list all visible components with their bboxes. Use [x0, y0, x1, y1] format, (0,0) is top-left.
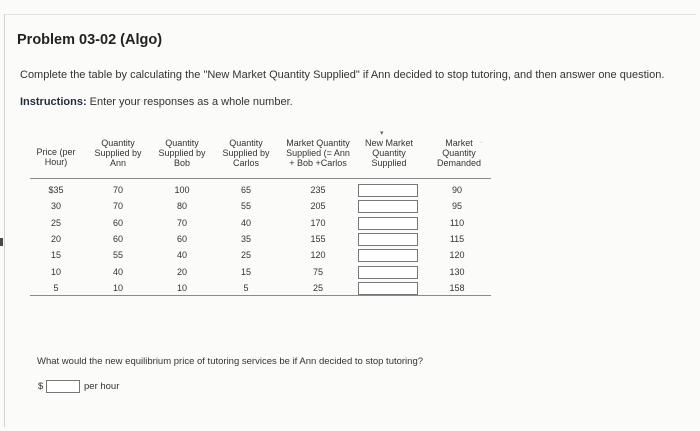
header-bob: Quantity Supplied by Bob	[158, 138, 206, 168]
new-market-supply-input[interactable]	[358, 200, 418, 213]
cell-demand: 110	[449, 217, 465, 228]
table-bottom-rule	[30, 295, 491, 296]
cell-bob: 80	[176, 201, 187, 212]
per-hour-label: per hour	[84, 381, 120, 392]
cell-market: 75	[312, 266, 323, 277]
dot-mark: ·	[480, 139, 483, 146]
cell-carlos: 55	[240, 201, 251, 212]
new-market-supply-input[interactable]	[358, 217, 418, 230]
problem-title: Problem 03-02 (Algo)	[17, 32, 163, 48]
cell-market: 170	[310, 217, 326, 228]
new-market-supply-input[interactable]	[358, 184, 418, 197]
cell-market: 235	[310, 185, 326, 195]
cell-demand: 158	[449, 282, 465, 293]
new-market-supply-input[interactable]	[358, 233, 418, 246]
cell-bob: 100	[174, 185, 190, 195]
cell-ann: 60	[112, 233, 123, 244]
question-text: What would the new equilibrium price of tutoring services be if Ann decided to stop tutoring?	[37, 356, 424, 367]
cell-carlos: 5	[243, 282, 249, 293]
cell-demand: 90	[451, 185, 462, 195]
cell-carlos: 40	[240, 217, 251, 228]
header-price: Price (per Hour)	[36, 147, 76, 167]
cell-price: 20	[50, 233, 61, 244]
cell-market: 155	[310, 233, 326, 244]
equilibrium-price-input[interactable]	[46, 380, 80, 393]
problem-intro: Complete the table by calculating the "New Market Quantity Supplied" if Ann decided to stop tutoring, and then answer one question.	[20, 69, 665, 81]
new-market-supply-input[interactable]	[358, 266, 418, 279]
cell-ann: 70	[112, 201, 123, 212]
cell-market: 205	[310, 201, 326, 212]
cell-carlos: 25	[240, 250, 251, 261]
new-market-supply-input[interactable]	[358, 282, 418, 295]
cell-price: 5	[53, 282, 59, 293]
cell-demand: 95	[451, 201, 462, 212]
cell-ann: 10	[112, 282, 123, 293]
instructions-label: Instructions:	[20, 96, 87, 108]
cell-carlos: 15	[240, 266, 251, 277]
header-ann: Quantity Supplied by Ann	[94, 138, 142, 168]
cell-price: $35	[48, 185, 64, 195]
currency-symbol: $	[38, 381, 44, 392]
cell-bob: 20	[176, 266, 187, 277]
header-new-market-supply: New Market Quantity Supplied	[364, 138, 413, 168]
cursor-mark: ▾	[380, 130, 384, 137]
cell-bob: 40	[176, 250, 187, 261]
cell-demand: 120	[449, 250, 465, 261]
cell-bob: 10	[176, 282, 187, 293]
cell-bob: 60	[176, 233, 187, 244]
cell-price: 25	[50, 217, 61, 228]
header-market-supply: Market Quantity Supplied (= Ann + Bob +Carlos	[286, 138, 350, 168]
cell-ann: 55	[112, 250, 123, 261]
cell-price: 15	[50, 250, 61, 261]
instructions	[20, 96, 293, 108]
cell-ann: 70	[112, 185, 123, 195]
cell-demand: 115	[449, 233, 465, 244]
new-market-supply-input[interactable]	[358, 249, 418, 262]
cell-market: 25	[312, 282, 323, 293]
header-demand: Market Quantity Demanded	[436, 138, 482, 168]
cell-ann: 60	[112, 217, 123, 228]
cell-market: 120	[310, 250, 326, 261]
cell-carlos: 65	[240, 185, 251, 195]
header-carlos: Quantity Supplied by Carlos	[222, 138, 270, 168]
cell-price: 30	[50, 201, 61, 212]
cell-demand: 130	[449, 266, 465, 277]
cell-bob: 70	[176, 217, 187, 228]
cell-carlos: 35	[240, 233, 251, 244]
edge-marker	[0, 238, 3, 246]
table-top-rule	[30, 178, 491, 179]
cell-ann: 40	[112, 266, 123, 277]
instructions-text: Enter your responses as a whole number.	[86, 96, 293, 108]
cell-price: 10	[50, 266, 61, 277]
